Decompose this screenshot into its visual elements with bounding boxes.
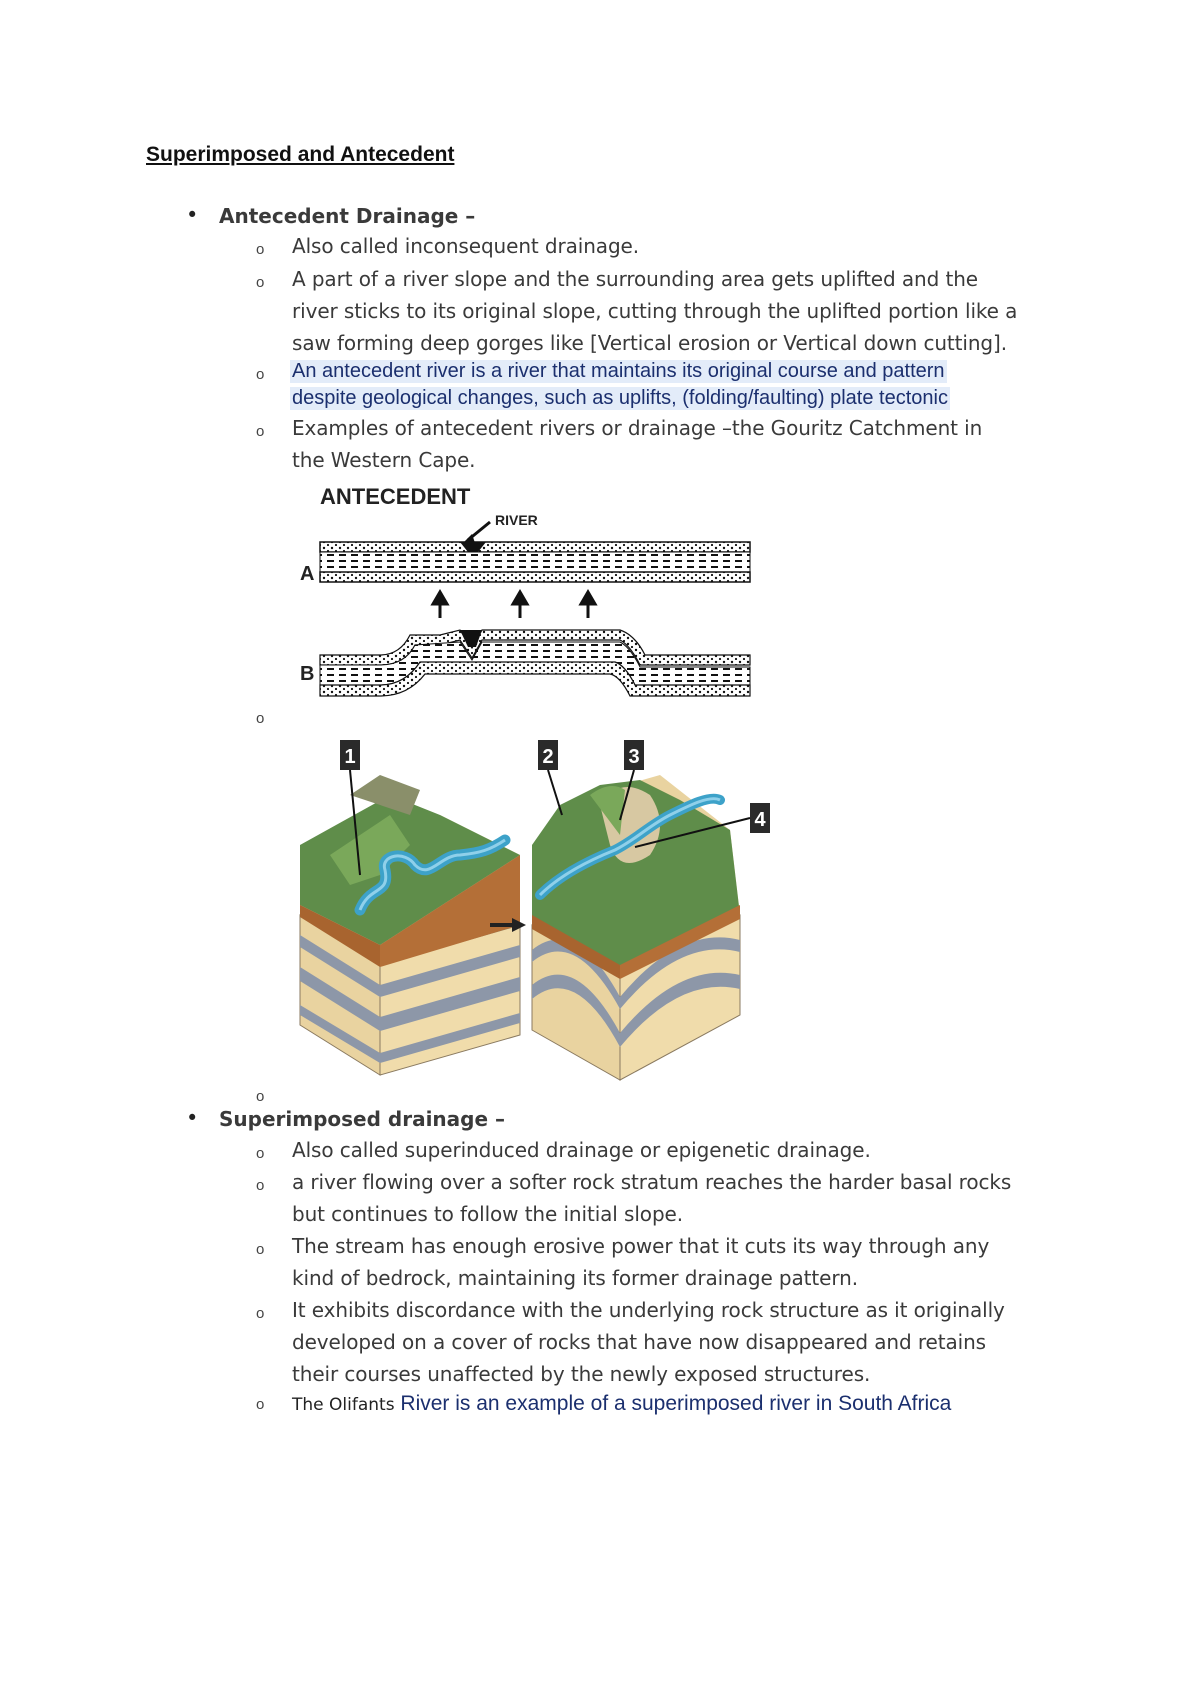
superimposed-example (292, 1391, 951, 1416)
bullet-marker: • (186, 1106, 199, 1130)
antecedent-item-2-line-2: river sticks to its original slope, cutting through the uplifted portion like a (292, 299, 1018, 323)
block-label-3: 3 (628, 746, 640, 768)
sub-marker: o (256, 1396, 265, 1413)
sub-marker: o (256, 1305, 265, 1322)
superimposed-item-3-line-2: kind of bedrock, maintaining its former drainage pattern. (292, 1266, 858, 1290)
sub-marker: o (256, 710, 265, 727)
antecedent-item-4-line-2: the Western Cape. (292, 448, 476, 472)
sub-marker: o (256, 1241, 265, 1258)
block-label-4: 4 (754, 809, 766, 831)
label-b: B (300, 663, 315, 685)
block-before-uplift (300, 775, 520, 1075)
superimposed-item-2-line-2: but continues to follow the initial slope. (292, 1202, 683, 1226)
block-label-1: 1 (344, 746, 356, 768)
section-heading-antecedent: Antecedent Drainage – (219, 204, 476, 228)
fold-block-diagram (290, 735, 800, 1085)
section-heading-superimposed: Superimposed drainage – (219, 1107, 505, 1131)
sub-marker: o (256, 1088, 265, 1105)
superimposed-item-4-line-1: It exhibits discordance with the underlying rock structure as it originally (292, 1298, 1005, 1322)
antecedent-item-1: Also called inconsequent drainage. (292, 234, 640, 258)
block-label-2: 2 (542, 746, 554, 768)
sub-marker: o (256, 241, 265, 258)
highlighted-definition-line-2: despite geological changes, such as uplifts, (folding/faulting) plate tectonic (292, 387, 948, 409)
superimposed-item-4-line-2: developed on a cover of rocks that have now disappeared and retains (292, 1330, 987, 1354)
bullet-marker: • (186, 203, 199, 227)
block-after-uplift (532, 775, 740, 1080)
sub-marker: o (256, 423, 265, 440)
example-rest: River is an example of a superimposed river in South Africa (394, 1392, 952, 1415)
sub-marker: o (256, 366, 265, 383)
sub-marker: o (256, 1177, 265, 1194)
superimposed-item-4-line-3: their courses unaffected by the newly exposed structures. (292, 1362, 871, 1386)
antecedent-diagram (290, 480, 770, 705)
highlighted-definition-line-1: An antecedent river is a river that maintains its original course and pattern (292, 360, 945, 382)
antecedent-item-4-line-1: Examples of antecedent rivers or drainage –the Gouritz Catchment in (292, 416, 983, 440)
sub-marker: o (256, 1145, 265, 1162)
antecedent-item-2-line-1: A part of a river slope and the surrounding area gets uplifted and the (292, 267, 978, 291)
superimposed-item-1: Also called superinduced drainage or epigenetic drainage. (292, 1138, 871, 1162)
superimposed-item-2-line-1: a river flowing over a softer rock stratum reaches the harder basal rocks (292, 1170, 1012, 1194)
diagram-title: ANTECEDENT (320, 484, 471, 509)
antecedent-item-2-line-3: saw forming deep gorges like [Vertical erosion or Vertical down cutting]. (292, 331, 1007, 355)
example-lead: The Olifants (292, 1395, 395, 1415)
superimposed-item-3-line-1: The stream has enough erosive power that it cuts its way through any (292, 1234, 990, 1258)
sub-marker: o (256, 274, 265, 291)
river-label: RIVER (495, 512, 538, 528)
label-a: A (300, 563, 315, 585)
page-title: Superimposed and Antecedent (146, 143, 455, 166)
